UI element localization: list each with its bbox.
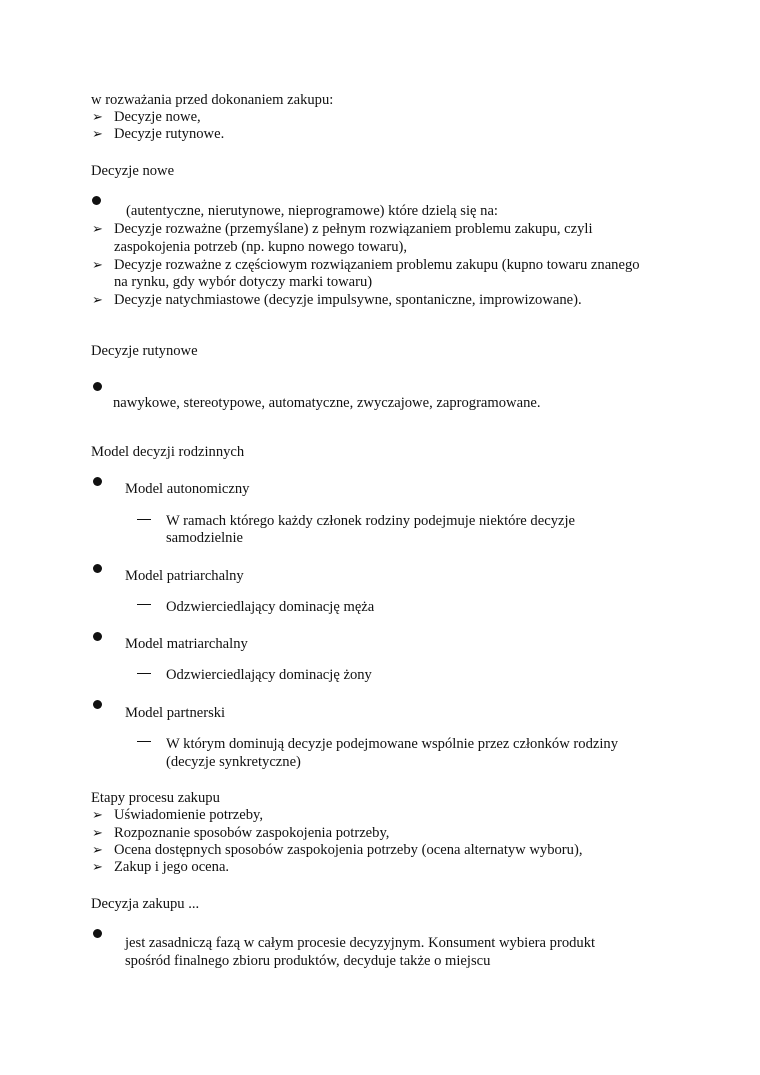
section-heading: Etapy procesu zakupu <box>91 790 220 806</box>
list-item: Decyzje rutynowe. <box>114 126 225 142</box>
arrow-bullet-icon: ➢ <box>92 222 103 237</box>
model-description-continuation: samodzielnie <box>166 530 243 546</box>
bullet-text: (autentyczne, nierutynowe, nieprogramowe) które dzielą się na: <box>126 203 498 219</box>
list-item: Zakup i jego ocena. <box>114 859 230 875</box>
section-heading: Decyzja zakupu ... <box>91 896 200 912</box>
section-heading: Decyzje rutynowe <box>91 343 198 359</box>
dash-bullet-icon <box>137 604 151 605</box>
list-item: Decyzje natychmiastowe (decyzje impulsywne, spontaniczne, improwizowane). <box>114 292 582 308</box>
bullet-text-continuation: spośród finalnego zbioru produktów, decyduje także o miejscu <box>125 953 491 969</box>
bullet-dot-icon <box>93 382 102 391</box>
arrow-bullet-icon: ➢ <box>92 826 103 841</box>
dash-bullet-icon <box>137 673 151 674</box>
model-name: Model autonomiczny <box>125 481 250 497</box>
list-item: Uświadomienie potrzeby, <box>114 807 264 823</box>
dash-bullet-icon <box>137 741 151 742</box>
section-heading: Model decyzji rodzinnych <box>91 444 245 460</box>
bullet-dot-icon <box>92 196 101 205</box>
dash-bullet-icon <box>137 519 151 520</box>
bullet-dot-icon <box>93 477 102 486</box>
list-item: Ocena dostępnych sposobów zaspokojenia potrzeby (ocena alternatyw wyboru), <box>114 842 583 858</box>
bullet-dot-icon <box>93 929 102 938</box>
bullet-text: jest zasadniczą fazą w całym procesie decyzyjnym. Konsument wybiera produkt <box>125 935 596 951</box>
arrow-bullet-icon: ➢ <box>92 293 103 308</box>
arrow-bullet-icon: ➢ <box>92 127 103 142</box>
list-item: Rozpoznanie sposobów zaspokojenia potrzeby, <box>114 825 390 841</box>
intro-line: w rozważania przed dokonaniem zakupu: <box>91 92 334 108</box>
model-description: W ramach którego każdy członek rodziny podejmuje niektóre decyzje <box>166 513 575 529</box>
bullet-dot-icon <box>93 564 102 573</box>
bullet-dot-icon <box>93 700 102 709</box>
list-item: Decyzje rozważne (przemyślane) z pełnym rozwiązaniem problemu zakupu, czyli <box>114 221 593 237</box>
model-name: Model patriarchalny <box>125 568 244 584</box>
bullet-text: nawykowe, stereotypowe, automatyczne, zwyczajowe, zaprogramowane. <box>113 395 541 411</box>
arrow-bullet-icon: ➢ <box>92 258 103 273</box>
arrow-bullet-icon: ➢ <box>92 808 103 823</box>
arrow-bullet-icon: ➢ <box>92 860 103 875</box>
model-name: Model matriarchalny <box>125 636 248 652</box>
model-description: Odzwierciedlający dominację męża <box>166 599 375 615</box>
list-item: Decyzje nowe, <box>114 109 201 125</box>
section-heading: Decyzje nowe <box>91 163 175 179</box>
model-description: W którym dominują decyzje podejmowane wspólnie przez członków rodziny <box>166 736 618 752</box>
model-name: Model partnerski <box>125 705 226 721</box>
list-item: Decyzje rozważne z częściowym rozwiązaniem problemu zakupu (kupno towaru znanego <box>114 257 640 273</box>
list-item-continuation: zaspokojenia potrzeb (np. kupno nowego towaru), <box>114 239 408 255</box>
model-description: Odzwierciedlający dominację żony <box>166 667 372 683</box>
arrow-bullet-icon: ➢ <box>92 843 103 858</box>
arrow-bullet-icon: ➢ <box>92 110 103 125</box>
model-description-continuation: (decyzje synkretyczne) <box>166 754 301 770</box>
bullet-dot-icon <box>93 632 102 641</box>
list-item-continuation: na rynku, gdy wybór dotyczy marki towaru) <box>114 274 373 290</box>
